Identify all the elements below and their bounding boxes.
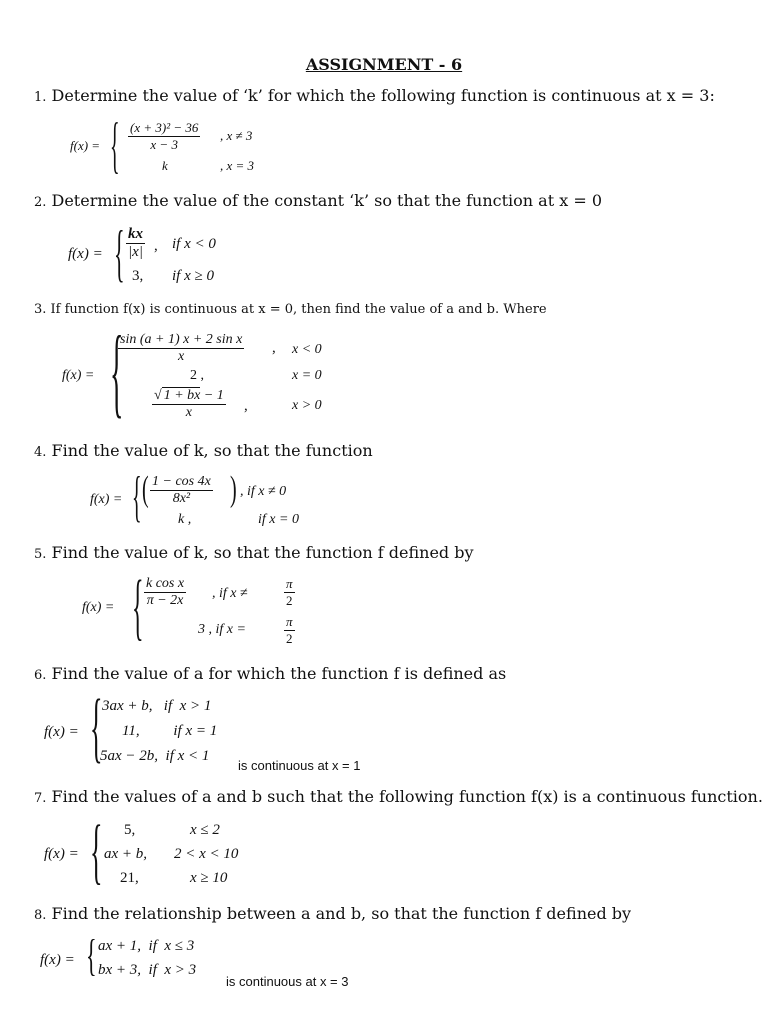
q5-equation: f(x) = { $\frac{\text{k cos x}}{\pi - 2x}$ , if x ≠ $\frac{\pi}{2}$ 3 , if x = $\frac{\pi}{2}$ (82, 568, 293, 650)
question-7: 7. Find the values of a and b such that the following function f(x) is a continuous function. (34, 787, 763, 806)
question-3: 3. If function f(x) is continuous at x = 0, then find the value of a and b. Where (34, 302, 547, 317)
q6-equation: f(x) = { 3ax + b, if x > 1 11, if x = 1 5ax − 2b, if x < 1 is continuous at x = 1 (44, 684, 361, 773)
question-1: 1. Determine the value of ‘k’ for which the following function is continuous at x = 3: (34, 86, 715, 105)
question-2: 2. Determine the value of the constant ‘k’ so that the function at x = 0 (34, 191, 603, 210)
question-6: 6. Find the value of a for which the function f is defined as (34, 664, 507, 683)
q2-equation: f(x) = { $\frac{kx}{|x|}$ , if x < 0 3, if x ≥ 0 (68, 216, 216, 289)
q4-equation: f(x) = { ( $\frac{1 - \cos 4x}{\text{8x²}}$ ) , if x ≠ 0 k , if x = 0 (90, 467, 299, 529)
question-8: 8. Find the relationship between a and b, so that the function f defined by (34, 904, 632, 923)
question-4: 4. Find the value of k, so that the function (34, 441, 373, 460)
q1-equation: f(x) = { $\frac{\text{(x + 3)² − 36}}{x - 3}$ , x ≠ 3 k , x = 3 (70, 112, 255, 182)
question-5: 5. Find the value of k, so that the function f defined by (34, 543, 474, 562)
assignment-title: ASSIGNMENT - 6 (305, 55, 463, 74)
q3-equation: f(x) = { $\frac{\text{sin (a + 1) x + 2 sin x}}{x}$ , x < 0 2 , x = 0 $\frac{√ 1 + bx - 1}{x}$ , x > 0 (62, 318, 322, 431)
q7-equation: f(x) = { 5, x ≤ 2 ax + b, 2 < x < 10 21, x ≥ 10 (44, 810, 239, 892)
q8-equation: f(x) = { ax + 1, if x ≤ 3 bx + 3, if x > 3 is continuous at x = 3 (40, 930, 349, 989)
